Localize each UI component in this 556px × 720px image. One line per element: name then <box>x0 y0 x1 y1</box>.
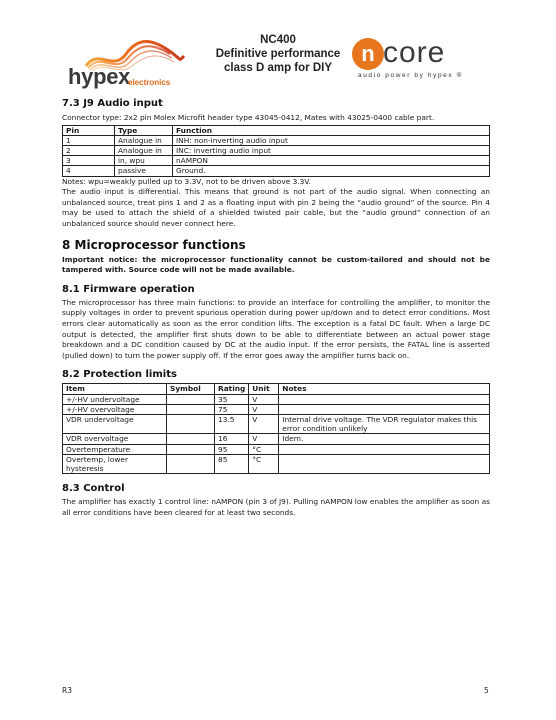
table-cell: 1 <box>63 135 115 145</box>
table-cell: VDR overvoltage <box>63 434 167 444</box>
table-cell <box>167 394 215 404</box>
table-cell: 2 <box>63 146 115 156</box>
table-cell: V <box>249 394 279 404</box>
table-cell: Idem. <box>279 434 490 444</box>
hypex-logo-text: hypex <box>68 64 131 89</box>
audio-input-table <box>62 125 490 177</box>
header-title-line-2: Definitive performance <box>215 48 341 60</box>
header-title-line-3: class D amp for DIY <box>223 62 332 74</box>
table-cell <box>279 404 490 414</box>
footer-page-number: 5 <box>484 686 489 695</box>
control-paragraph: The amplifier has exactly 1 control line: nAMPON (pin 3 of J9). Pulling nAMPON low enables the amplifier as soon as all error conditions have been cleared for at least two seconds. <box>62 497 490 517</box>
table-cell: Overtemp, lower hysteresis <box>63 454 167 473</box>
protection-limits-table <box>62 383 490 474</box>
page-content <box>62 98 490 518</box>
important-notice: Important notice: the microprocessor functionality cannot be custom-tailored and should not be tampered with. Source code will not be made available. <box>62 254 490 275</box>
table-cell: 13.5 <box>215 414 249 433</box>
table-cell: in, wpu <box>115 156 173 166</box>
table-cell: V <box>249 414 279 433</box>
table-row <box>63 404 490 414</box>
section-heading-8-1: 8.1 Firmware operation <box>62 283 195 295</box>
table-header-cell: Type <box>115 125 173 135</box>
table-cell: VDR undervoltage <box>63 414 167 433</box>
section-heading-8-2: 8.2 Protection limits <box>62 369 177 381</box>
table-cell: 3 <box>63 156 115 166</box>
table-cell <box>279 394 490 404</box>
table-cell: V <box>249 404 279 414</box>
hypex-logo-subtext: electronics <box>128 78 171 87</box>
table-cell: 4 <box>63 166 115 176</box>
table-row <box>63 156 490 166</box>
table-cell: nAMPON <box>173 156 490 166</box>
section-heading-8-3: 8.3 Control <box>62 483 125 495</box>
section-heading-8: 8 Microprocessor functions <box>62 237 246 252</box>
table-cell: +/-HV overvoltage <box>63 404 167 414</box>
table-cell <box>167 454 215 473</box>
table-cell: Analogue in <box>115 146 173 156</box>
table-header-cell: Function <box>173 125 490 135</box>
table-row <box>63 434 490 444</box>
table-header-row <box>63 125 490 135</box>
table-cell: 16 <box>215 434 249 444</box>
table-header-cell: Rating <box>215 384 249 394</box>
ncore-logo-subtext: audio power by hypex ® <box>358 72 464 79</box>
audio-input-paragraph: The audio input is differential. This means that ground is not part of the audio signal. When connecting an unbalanced source, treat pins 1 and 2 as a floating input with pin 2 being the “audio ground” of the source. Pin 4 may be used to attach the shield of a shielded twisted pair cable, but the “audio ground” connection of an unbalanced source should never connect here. <box>62 187 490 228</box>
table-cell: 85 <box>215 454 249 473</box>
table-cell: Analogue in <box>115 135 173 145</box>
table-notes: Notes: wpu=weakly pulled up to 3.3V, not to be driven above 3.3V. <box>62 176 311 186</box>
table-cell <box>167 444 215 454</box>
ncore-logo-text: core <box>383 36 446 69</box>
table-cell: Internal drive voltage. The VDR regulator makes this error condition unlikely <box>279 414 490 433</box>
table-row <box>63 444 490 454</box>
table-cell: +/-HV undervoltage <box>63 394 167 404</box>
table-header-cell: Symbol <box>167 384 215 394</box>
table-header-row <box>63 384 490 394</box>
table-header-cell: Unit <box>249 384 279 394</box>
table-row <box>63 135 490 145</box>
table-cell <box>167 414 215 433</box>
table-cell: 35 <box>215 394 249 404</box>
table-row <box>63 414 490 433</box>
table-cell <box>167 434 215 444</box>
table-cell: 95 <box>215 444 249 454</box>
connector-intro: Connector type: 2x2 pin Molex Microfit header type 43045-0412, Mates with 43025-0400 cable part. <box>62 113 435 122</box>
table-cell: °C <box>249 444 279 454</box>
table-cell: INH: non-inverting audio input <box>173 135 490 145</box>
section-heading-7-3: 7.3 J9 Audio input <box>62 98 163 109</box>
table-cell: 75 <box>215 404 249 414</box>
table-cell: passive <box>115 166 173 176</box>
table-row <box>63 454 490 473</box>
table-cell: V <box>249 434 279 444</box>
table-row <box>63 166 490 176</box>
firmware-paragraph: The microprocessor has three main functions: to provide an interface for controlling the amplifier, to monitor the supply voltages in order to prevent spurious operation during power up/down and to detect error conditions. Most errors clear automatically as soon as the error condition lifts. The exception is a fatal DC fault. When a large DC output is detected, the amplifier first shuts down to be able to differentiate between an actual power stage breakdown and a DC condition caused by DC at the audio input. If the error persists, the FATAL line is asserted (pulled down) to turn the power supply off. If the error goes away the amplifier turns back on. <box>62 297 490 360</box>
table-header-cell: Item <box>63 384 167 394</box>
table-cell: °C <box>249 454 279 473</box>
table-cell <box>279 454 490 473</box>
table-cell: Ground. <box>173 166 490 176</box>
table-cell <box>279 444 490 454</box>
header-title-line-1: NC400 <box>260 34 296 46</box>
table-row <box>63 146 490 156</box>
table-cell: INC: inverting audio input <box>173 146 490 156</box>
table-cell <box>167 404 215 414</box>
ncore-badge-logo: n <box>352 38 384 70</box>
table-cell: Overtemperature <box>63 444 167 454</box>
table-header-cell: Pin <box>63 125 115 135</box>
page-header <box>0 26 556 96</box>
table-header-cell: Notes <box>279 384 490 394</box>
table-row <box>63 394 490 404</box>
footer-revision: R3 <box>62 686 72 695</box>
